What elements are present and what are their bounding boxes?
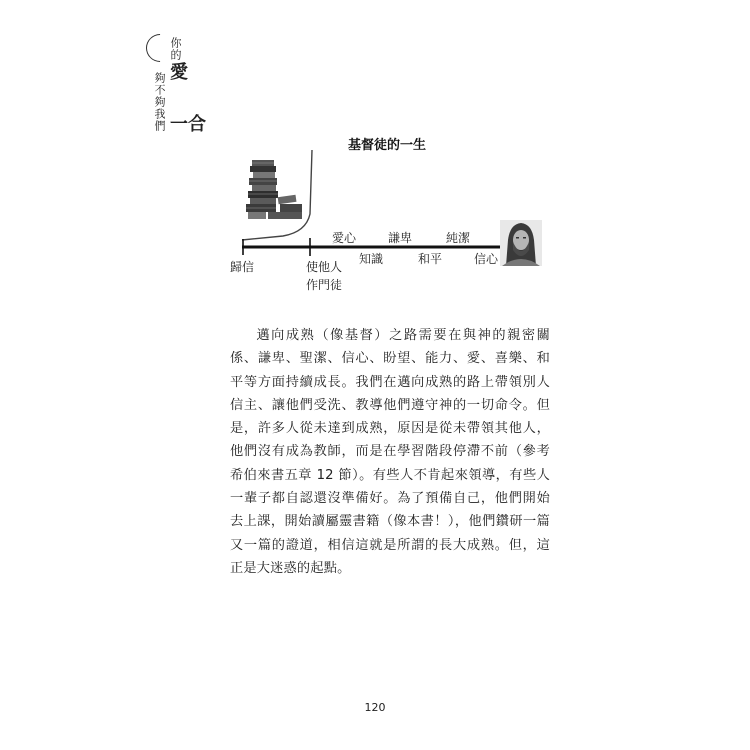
- label-peace: 和平: [418, 252, 443, 266]
- label-make-disciples-line1: 使他人: [306, 260, 343, 274]
- label-humility: 謙卑: [388, 231, 413, 245]
- body-paragraph: 邁向成熟（像基督）之路需要在與神的親密關係、謙卑、聖潔、信心、盼望、能力、愛、喜樂、和平等方面持續成長。我們在邁向成熟的路上帶領別人信主、讓他們受洗、教導他們遵守神的一切命令。但是，許多人從未達到成熟，原因是從未帶領其他人，他們沒有成為教師，而是在學習階段停滯不前（參考希伯來書五章 12 節）。有些人不肯起來領導，有些人一輩子都自認還沒準備好。為了預備自己，他們開始去上課，開始讀屬靈書籍（像本書！），他們鑽研一篇又一篇的證道，相信這就是所謂的長大成熟。但，這正是大迷惑的起點。: [230, 328, 550, 576]
- diagram-title: 基督徒的一生: [348, 138, 427, 153]
- running-header: [146, 28, 206, 148]
- stack-of-books-image: [244, 158, 308, 222]
- header-text-small-1: 你的: [169, 37, 182, 61]
- label-make-disciples-line2: 作門徒: [306, 278, 343, 292]
- header-text-small-2: 夠不夠我們: [153, 72, 166, 132]
- label-purity: 純潔: [446, 231, 471, 245]
- page-number: 120: [364, 701, 386, 714]
- label-love: 愛心: [332, 231, 357, 245]
- jesus-portrait-image: [500, 220, 542, 266]
- christian-life-diagram: [228, 128, 548, 298]
- header-text-big-1: 愛: [167, 62, 188, 80]
- label-faith: 信心: [474, 252, 499, 266]
- label-conversion: 歸信: [230, 260, 255, 274]
- header-text-big-2: 合一: [167, 114, 206, 132]
- label-knowledge: 知識: [359, 252, 384, 266]
